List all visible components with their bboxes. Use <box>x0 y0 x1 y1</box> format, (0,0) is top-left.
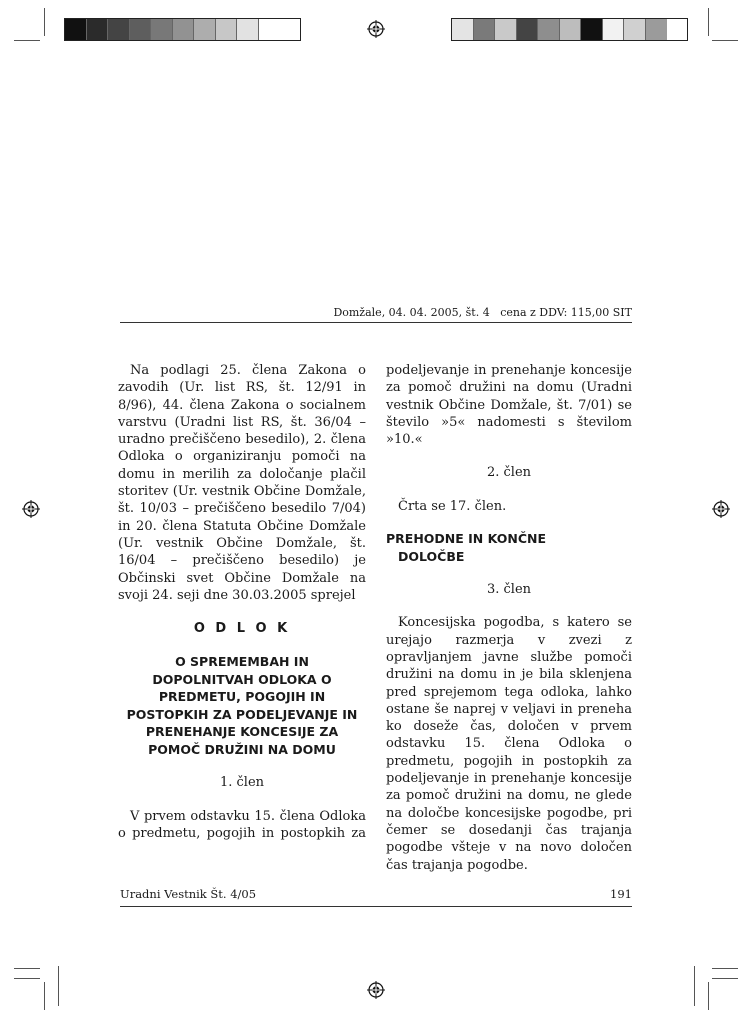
ordinance-title: O SPREMEMBAH IN DOPOLNITVAH ODLOKA O PREDMETU, POGOJIH IN POSTOPKIH ZA PODELJEVANJE IN PRENEHANJE KONCESIJE ZA POMOČ DRUŽINI NA DOMU <box>126 654 358 757</box>
crop-mark-icon <box>44 8 45 36</box>
page-header: Domžale, 04. 04. 2005, št. 4 cena z DDV: 115,00 SIT <box>333 306 632 319</box>
color-swatch <box>495 19 517 40</box>
registration-mark-icon <box>22 500 40 518</box>
article-3-text: Koncesijska pogodba, s katero se urejajo razmerja v zvezi z opravljanjem javne službe pomoči družini na domu in je bila sklenjena pred sprejemom tega odloka, lahko ostane še naprej v veljavi in preneha ko doseže čas, določen v prvem odstavku 15. člena Odloka o predmetu, pogojih in postopkih za podeljevanje in prenehanje koncesije za pomoč družini na domu, ne glede na določbe koncesijske pogodbe, pri čemer se dosedanji čas trajanja pogodbe všteje v na novo določen čas trajanja pogodbe. <box>386 615 632 873</box>
crop-mark-icon <box>712 40 738 41</box>
color-swatch <box>646 19 668 40</box>
color-swatch <box>259 19 281 40</box>
intro-paragraph: Na podlagi 25. člena Zakona o zavodih (Ur. list RS, št. 12/91 in 8/96), 44. člena Zakona o socialnem varstvu (Uradni list RS, št. 36/04 – uradno prečiščeno besedilo), 2. člena Odloka o organiziranju pomoči na domu in merilih za določanje plačil storitev (Ur. vestnik Občine Domžale, št. 10/03 – prečiščeno besedilo 7/04) in 20. člena Statuta Občine Domžale (Ur. vestnik Občine Domžale, št. 16/04 – prečiščeno besedilo) je Občinski svet Občine Domžale na svoji 24. seji dne 30.03.2005 sprejel <box>118 363 366 603</box>
color-swatch <box>151 19 173 40</box>
left-color-bar <box>64 18 301 41</box>
right-column <box>386 362 632 874</box>
color-swatch <box>560 19 582 40</box>
footer-rule <box>120 906 632 907</box>
header-rule <box>120 322 632 323</box>
section-heading: PREHODNE IN KONČNE DOLOČBE <box>386 531 546 564</box>
crop-mark-icon <box>14 968 40 969</box>
crop-mark-icon <box>712 968 738 969</box>
publication-name: Uradni Vestnik Št. 4/05 <box>120 887 257 901</box>
crop-mark-icon <box>694 966 695 1006</box>
color-swatch <box>108 19 130 40</box>
registration-mark-icon <box>367 981 385 999</box>
decision-heading: O D L O K <box>193 621 291 637</box>
color-swatch <box>65 19 87 40</box>
crop-mark-icon <box>708 8 709 36</box>
crop-mark-icon <box>44 982 45 1010</box>
color-swatch <box>173 19 195 40</box>
article-3-heading: 3. člen <box>486 582 532 598</box>
crop-mark-icon <box>14 978 40 979</box>
right-color-bar <box>451 18 688 41</box>
article-2-heading: 2. člen <box>486 465 532 481</box>
left-column <box>118 362 366 842</box>
color-swatch <box>624 19 646 40</box>
color-swatch <box>237 19 259 40</box>
color-swatch <box>603 19 625 40</box>
article-1-text-continued: podeljevanje in prenehanje koncesije za pomoč družini na domu (Uradni vestnik Občine Domžale, št. 7/01) se število »5« nadomesti s številom »10.« <box>386 363 632 448</box>
color-swatch <box>216 19 238 40</box>
color-swatch <box>130 19 152 40</box>
color-swatch <box>581 19 603 40</box>
crop-mark-icon <box>58 966 59 1006</box>
color-swatch <box>194 19 216 40</box>
article-2-text: Črta se 17. člen. <box>398 498 507 514</box>
color-swatch <box>474 19 496 40</box>
page-number: 191 <box>610 887 632 901</box>
article-1-text: V prvem odstavku 15. člena Odloka o predmetu, pogojih in postopkih za <box>118 808 366 842</box>
crop-mark-icon <box>712 978 738 979</box>
crop-mark-icon <box>708 982 709 1010</box>
color-swatch <box>517 19 539 40</box>
color-swatch <box>87 19 109 40</box>
color-swatch <box>452 19 474 40</box>
crop-mark-icon <box>14 40 40 41</box>
article-1-heading: 1. člen <box>219 775 265 791</box>
registration-mark-icon <box>712 500 730 518</box>
registration-mark-icon <box>367 20 385 38</box>
page-footer <box>120 887 632 901</box>
color-swatch <box>538 19 560 40</box>
